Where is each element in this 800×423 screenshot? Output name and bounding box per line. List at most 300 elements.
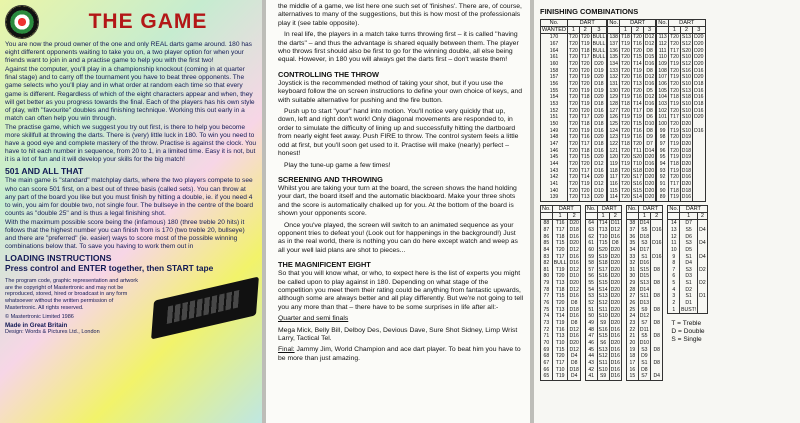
table-row [541,61,607,68]
table-row [668,307,707,314]
table-cell: T19 [670,61,679,68]
table-cell: 151 [541,114,568,121]
table-cell [651,234,663,241]
table-cell: D4 [568,373,580,380]
table-cell: 140 [541,188,568,195]
section-throw-text [278,80,524,170]
table-row [608,68,656,75]
table-cell: T20 [580,187,590,194]
table-cell: T20 [569,61,578,68]
table-row [626,273,662,280]
table-cell: D11 [610,220,620,227]
table-cell: 154 [541,94,568,101]
table-cell: T17 [670,114,679,121]
table-cell: D19 [681,134,692,141]
table-cell: 137 [609,41,618,48]
table-cell: 125 [609,120,618,127]
table-row [657,121,705,128]
table-cell: D4 [699,240,706,247]
table-cell: T13 [580,194,590,201]
table-cell: 18 [626,353,638,360]
table-cell: 94 [657,161,669,168]
table-cell: 87 [541,227,553,234]
table-cell: 109 [658,61,667,68]
table-cell: S11 [598,306,608,313]
table-cell: 112 [658,41,667,48]
section-heading-eight: THE MAGNIFICENT EIGHT [278,260,371,270]
table-cell: D12 [644,74,655,81]
paragraph: Once you've played, the screen will switch to an animated sequence as your opponent tries to defeat you! (Look out for happenings in the background!) Just as in the real world, there is nothing you can do here except watch and weep as all your well laid plans are shot to pieces... [278,221,518,254]
paragraph: In real life, the players in a match take turns throwing first – it is called "having the darts" – and thus the advantage is shared equally between them. The player who throws first should also be first to go for the winning double, all else being equal. However, in 180 you will always get the darts first – don't waste them! [278,31,519,64]
table-cell: S3 [680,267,698,274]
section-heading-loading: LOADING INSTRUCTIONS [5,253,112,264]
table-cell: S20 [632,154,642,161]
table-cell: S10 [598,313,608,320]
table-cell: T15 [552,347,568,354]
table-cell: T16 [580,134,590,141]
header-dart: DART [552,205,580,212]
table-cell: D18 [681,167,692,174]
table-cell: T15 [552,240,568,247]
table-cell [651,247,663,254]
table-row [626,373,662,380]
table-cell: 21 [626,333,638,340]
copyright-line: © Mastertronic Limited 1986 [5,313,74,320]
table-cell [693,121,705,128]
table-cell: 82 [541,260,553,267]
table-cell: D8 [643,108,655,115]
header-dart: DART [568,20,607,27]
table-row [541,367,581,374]
table-cell: D16 [610,360,620,366]
table-row [541,154,607,161]
header-row [626,205,662,212]
table-cell: T19 [552,373,568,380]
table-cell: BULL [592,47,606,54]
table-cell: D12 [639,313,650,320]
table-cell: D16 [591,168,607,175]
table-row [585,307,621,314]
table-cell: T20 [621,187,630,194]
table-cell: T18 [552,234,568,241]
design-credit: Design: Words & Pictures Ltd., London [5,329,100,336]
table-row [541,141,607,148]
table-cell: D1 [699,293,706,300]
table-cell: D4 [680,260,698,267]
table-cell: T15 [632,54,642,61]
table-row [585,280,621,287]
section-eight-text [278,270,524,363]
table-cell: 58 [585,260,597,267]
table-row [608,114,656,121]
table-cell: T20 [621,81,630,87]
table-row [657,194,705,201]
table-cell: T20 [621,67,630,74]
header-dart-number: 1 [638,213,650,220]
table-cell: D16 [644,81,655,87]
table-cell: T19 [552,320,568,327]
table-cell: T20 [670,54,679,61]
table-row [668,287,707,294]
table-header [541,205,581,219]
table-cell: D2 [699,280,706,287]
table-cell: D20 [644,154,655,161]
table-cell: S3 [638,240,650,247]
table-cell: D10 [591,188,607,195]
header-row [541,213,581,220]
table-row [626,234,662,241]
table-cell: 24 [626,313,638,320]
table-row [668,254,707,261]
table-row [668,227,707,234]
table-cell: 130 [609,87,618,94]
table-cell: T16 [632,94,642,101]
table-cell: D12 [569,326,579,333]
table-cell: 143 [541,168,568,175]
section-501-text [5,177,257,251]
table-row [541,227,581,234]
table-cell: T20 [670,34,679,41]
table-cell: D17 [639,246,650,253]
table-cell: D12 [591,161,607,168]
table-cell: 86 [541,234,553,241]
table-cell: 98 [657,134,669,141]
table-row [541,108,607,115]
table-cell: D14 [639,220,650,227]
table-cell: D20 [681,140,692,147]
table-cell: T18 [621,100,630,107]
table-body [626,220,662,381]
table-cell: D20 [610,260,620,267]
header-row [657,20,705,27]
table-row [626,260,662,267]
table-cell: D18 [591,141,607,148]
table-row [657,34,705,41]
table-row [657,161,705,168]
table-cell [693,154,705,161]
table-cell: T19 [670,194,679,201]
table-cell: 146 [541,148,568,155]
table-row [668,273,707,280]
legend-treble: T = Treble [671,320,702,328]
table-cell: 77 [541,293,553,300]
table-cell: D20 [610,300,620,307]
table-cell: 139 [541,194,568,201]
table-cell: 129 [609,94,618,101]
table-cell: D20 [694,61,704,68]
table-cell: T20 [552,273,568,280]
section-heading-screen: SCREENING AND THROWING [278,174,383,184]
page-right [534,0,800,423]
header-dart-number: 2 [698,213,708,220]
header-dart-number: 1 [669,27,681,34]
table-cell: T20 [621,147,630,154]
table-row [626,340,662,347]
table-cell: 53 [585,293,597,300]
table-cell: T20 [621,61,630,68]
table-cell: T17 [670,47,679,54]
header-row [541,205,581,212]
table-cell: 37 [626,227,638,234]
finish-table-3 [656,19,705,202]
table-row [585,347,621,354]
table-cell: D20 [610,253,620,260]
table-cell: D20 [591,74,607,81]
table-cell: 105 [658,87,667,94]
table-cell: T20 [632,47,642,54]
table-cell: T20 [580,81,590,87]
table-cell: 128 [609,100,618,107]
table-cell: 32 [626,260,638,267]
table-cell: T18 [621,140,630,147]
table-cell: 108 [658,67,667,74]
table-cell: D2 [699,266,706,273]
table-row [541,181,607,188]
table-cell: 16 [626,367,638,374]
table-cell: BULL [592,41,606,48]
table-row [585,333,621,340]
table-cell: 84 [541,247,553,254]
table-row [608,181,656,188]
table-cell: D20 [644,174,655,181]
table-body [541,220,581,381]
table-cell: D10 [644,120,655,127]
table-cell: 43 [585,360,597,367]
table-cell: D18 [569,226,579,233]
table-cell: S20 [681,47,691,54]
table-cell: S16 [598,326,608,333]
table-cell: 29 [626,280,638,287]
table-cell: 142 [541,174,568,181]
table-cell: 121 [609,147,618,154]
table-cell: 5 [668,280,680,287]
table-cell: D16 [644,100,655,107]
table-cell: T18 [670,187,679,194]
table-cell: D16 [610,346,620,353]
table-cell: 123 [609,134,618,141]
table-cell: D12 [610,226,620,233]
final-line [278,346,524,363]
table-cell: T20 [569,81,578,87]
header-row [585,213,621,220]
table-cell: T20 [621,194,630,201]
table-cell: 3 [668,293,680,300]
table-row [541,114,607,121]
table-cell: S16 [681,67,691,74]
table-cell: 48 [585,327,597,334]
table-cell [698,307,708,314]
table-row [541,174,607,181]
header-row [541,20,607,27]
table-cell: D18 [569,366,579,373]
table-cell: 119 [609,160,618,167]
table-cell: 2 [668,300,680,307]
table-cell: T11 [633,147,642,154]
finish-table-4 [540,205,581,381]
table-body [657,34,705,201]
dartboard-icon [5,5,39,39]
table-cell: D14 [639,286,650,293]
table-row [626,320,662,327]
table-cell: T20 [569,154,578,161]
table-cell: S13 [681,87,691,94]
table-cell: 75 [541,307,553,314]
table-row [626,247,662,254]
table-row [668,300,707,307]
table-cell: 104 [658,94,667,101]
table-cell: T19 [621,160,630,167]
table-cell: T20 [569,194,578,201]
table-cell: T13 [598,226,608,233]
table-row [608,154,656,161]
table-cell: T19 [621,94,630,101]
legend [667,320,707,344]
table-cell: 164 [541,48,568,55]
table-cell: D18 [694,81,704,87]
table-cell: T20 [621,87,630,94]
table-cell: D6 [680,234,698,241]
table-cell: T16 [632,127,642,134]
table-row [626,227,662,234]
header-dart: DART [638,205,663,212]
table-cell [698,234,708,241]
table-cell: D10 [569,273,579,280]
table-cell: 10 [668,247,680,254]
table-cell: D20 [681,180,692,187]
table-cell: D16 [694,94,704,101]
table-cell: 13 [668,227,680,234]
table-cell: D8 [651,307,663,314]
table-cell: D8 [651,267,663,274]
table-cell: T15 [552,293,568,300]
table-cell: T20 [569,127,578,134]
table-cell: BULL [592,34,606,41]
table-cell: S9 [597,373,609,380]
table-cell: 78 [541,287,553,294]
table-header [608,20,656,34]
table-cell: 27 [626,293,638,300]
table-row [541,81,607,88]
table-header [585,205,621,219]
header-dart-number: 1 [552,213,568,220]
legend-double: D = Double [671,328,705,336]
table-row [585,267,621,274]
table-cell: 97 [657,141,669,148]
table-row [626,313,662,320]
table-row [541,88,607,95]
table-cell: D15 [639,273,650,280]
table-cell: D20 [610,313,620,320]
header-dart-number: 3 [693,27,705,34]
table-row [541,188,607,195]
table-cell: D16 [591,128,607,135]
semi-finals-label: Quarter and semi finals [278,315,349,323]
table-cell: D18 [639,233,650,240]
bottom-tables [540,205,796,381]
table-cell: T13 [552,333,568,340]
table-cell: 148 [541,134,568,141]
table-cell: D20 [694,74,704,81]
table-cell: 73 [541,320,553,327]
table-cell: 64 [585,220,597,227]
table-cell: S7 [638,373,650,380]
header-dart-number: 1 [620,27,632,34]
table-row [541,273,581,280]
table-cell: T17 [552,227,568,234]
finish-table-5 [585,205,622,381]
table-cell: D19 [681,154,692,161]
table-cell: 141 [541,181,568,188]
table-cell: T20 [670,147,679,154]
table-row [668,267,707,274]
table-header [626,205,662,219]
table-row [626,307,662,314]
table-cell [693,141,705,148]
table-cell: 61 [585,240,597,247]
table-cell: T20 [569,187,578,194]
table-cell: T16 [632,74,642,81]
table-cell: D16 [639,260,650,267]
table-cell: T13 [552,280,568,287]
table-cell: T10 [598,233,608,240]
table-cell: 44 [585,353,597,360]
table-cell: S10 [681,54,691,61]
table-cell: 76 [541,300,553,307]
table-cell: T20 [621,107,630,114]
header-dart-number: 1 [597,213,609,220]
table-cell: T20 [580,67,590,74]
table-cell: D16 [591,148,607,155]
table-cell: S19 [598,253,608,260]
table-cell: D16 [569,293,579,300]
table-cell: BUST! [681,306,697,313]
table-cell: 65 [541,373,553,380]
table-row [657,174,705,181]
table-cell: D12 [569,266,579,273]
table-cell: S15 [598,280,608,287]
table-body [608,34,656,201]
table-cell: 158 [541,68,568,75]
table-cell: D8 [651,360,663,367]
table-row [657,114,705,121]
table-cell: T18 [580,94,590,101]
table-row [668,240,707,247]
header-row [608,20,656,27]
table-cell: S1 [680,254,698,261]
table-row [541,347,581,354]
table-cell: D16 [652,240,662,247]
table-cell: 36 [626,234,638,241]
table-row [541,313,581,320]
intro-text [278,3,524,65]
table-cell: S15 [632,187,642,194]
table-cell: T20 [621,120,630,127]
table-row [585,360,621,367]
header-wanted [541,213,553,220]
table-row [541,300,581,307]
table-row [657,168,705,175]
table-cell: D20 [694,47,704,54]
table-row [541,254,581,261]
table-cell: 56 [585,273,597,280]
page-middle [266,0,530,423]
table-cell: T17 [552,254,568,261]
table-row [608,34,656,41]
table-cell: D4 [699,226,706,233]
table-cell: T18 [580,47,590,54]
table-cell: D15 [644,54,655,61]
section-heading-501: 501 AND ALL THAT [5,166,84,177]
